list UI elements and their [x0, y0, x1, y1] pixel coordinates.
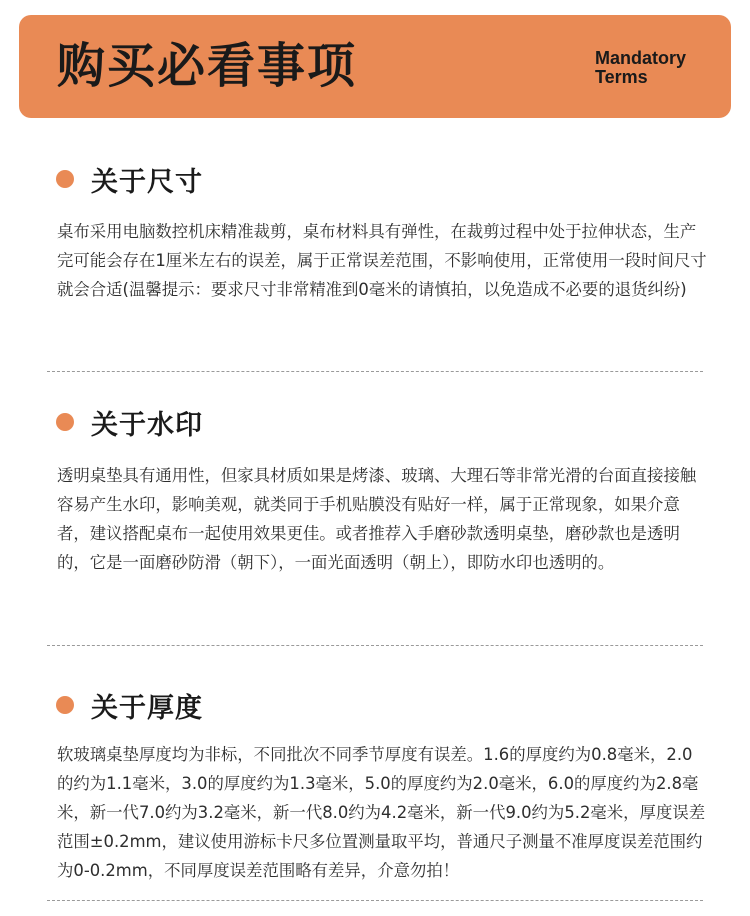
bullet-dot-icon	[56, 696, 74, 714]
section-title-size: 关于尺寸	[91, 166, 203, 198]
bullet-dot-icon	[56, 413, 74, 431]
divider	[47, 371, 703, 372]
bullet-dot-icon	[56, 170, 74, 188]
page-title: 购买必看事项	[57, 38, 358, 94]
section-title-watermark: 关于水印	[91, 409, 203, 441]
section-body-thickness: 软玻璃桌垫厚度均为非标，不同批次不同季节厚度有误差。1.6的厚度约为0.8毫米，2.0的约为1.1毫米，3.0的厚度约为1.3毫米，5.0的厚度约为2.0毫米，6.0的厚度约为2.8毫米，新一代7.0约为3.2毫米，新一代8.0约为4.2毫米，新一代9.0约为5.2毫米，厚度误差范围±0.2mm，建议使用游标卡尺多位置测量取平均，普通尺子测量不准厚度误差范围约为0-0.2mm，不同厚度误差范围略有差异，介意勿拍！	[57, 745, 706, 880]
header-subtitle-line2: Terms	[595, 67, 648, 87]
section-body-size: 桌布采用电脑数控机床精准裁剪，桌布材料具有弹性，在裁剪过程中处于拉伸状态，生产完可能会存在1厘米左右的误差，属于正常误差范围，不影响使用，正常使用一段时间尺寸就会合适(温馨提示：要求尺寸非常精准到0毫米的请慎拍，以免造成不必要的退货纠纷)	[57, 222, 707, 299]
section-heading-watermark	[56, 402, 203, 442]
header-subtitle	[595, 49, 705, 87]
section-title-thickness: 关于厚度	[91, 692, 203, 724]
section-heading-size	[56, 159, 203, 199]
section-heading-thickness	[56, 685, 203, 725]
header-banner	[19, 15, 731, 118]
section-body-watermark: 透明桌垫具有通用性，但家具材质如果是烤漆、玻璃、大理石等非常光滑的台面直接接触容易产生水印，影响美观，就类同于手机贴膜没有贴好一样，属于正常现象，如果介意者，建议搭配桌布一起使用效果更佳。或者推荐入手磨砂款透明桌垫，磨砂款也是透明的，它是一面磨砂防滑（朝下），一面光面透明（朝上），即防水印也透明的。	[57, 466, 697, 572]
header-subtitle-line1: Mandatory	[595, 48, 687, 68]
divider	[47, 900, 703, 901]
divider	[47, 645, 703, 646]
